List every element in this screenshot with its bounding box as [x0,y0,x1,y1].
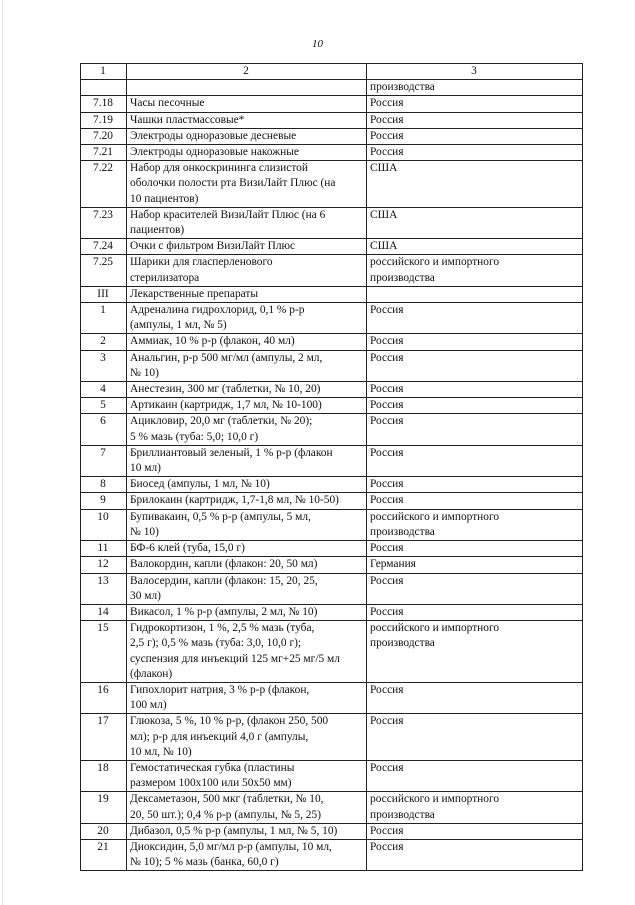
item-name-cell-text: Дибазол, 0,5 % р-р (ампулы, 1 мл, № 5, 10) [130,824,338,837]
table-row [81,96,583,112]
origin-cell [367,823,583,839]
origin-cell-text: Россия [370,113,404,126]
origin-cell [367,573,583,604]
item-name-cell-text: Артикаин (картридж, 1,7 мл, № 10-100) [130,399,322,412]
item-name-cell-text: Чашки пластмассовые* [130,113,245,126]
item-name-cell [127,760,367,791]
item-name-cell-text: Дексаметазон, 500 мкг (таблетки, № 10, 20, 50 шт.); 0,4 % р-р (ампулы, № 5, 25) [130,793,324,821]
origin-cell-text: Россия [370,383,404,396]
item-name-cell [127,445,367,476]
table-row [81,382,583,398]
origin-cell [367,541,583,557]
item-name-cell [127,493,367,509]
row-number-cell-text: 5 [100,399,106,412]
item-name-cell-text: БФ-6 клей (туба, 15,0 г) [130,542,245,555]
origin-cell-text: Россия [370,335,404,348]
row-number-cell [81,96,127,112]
origin-cell [367,509,583,540]
origin-cell-text: Россия [370,574,404,587]
row-number-cell-text: 7.19 [93,113,113,126]
item-name-cell-text: Валокордин, капли (флакон: 20, 50 мл) [130,558,318,571]
row-number-cell-text: 21 [97,840,109,853]
row-number-cell [81,207,127,238]
origin-cell-text: Россия [370,129,404,142]
item-name-cell [127,714,367,761]
item-name-cell-text: Лекарственные препараты [130,287,259,300]
row-number-cell [81,334,127,350]
item-name-cell [127,557,367,573]
origin-cell [367,621,583,683]
item-name-cell-text: Шарики для гласперленового стерилизатора [130,256,273,284]
table-row [81,398,583,414]
origin-cell [367,557,583,573]
item-name-cell-text: Набор для онкоскрининга слизистой оболочки полости рта ВизиЛайт Плюс (на 10 пациентов) [130,162,336,205]
row-number-cell-text: 19 [97,793,109,806]
row-number-cell [81,80,127,96]
origin-cell [367,239,583,255]
row-number-cell [81,477,127,493]
origin-cell-text: Россия [370,683,404,696]
item-name-cell [127,350,367,381]
table-row [81,839,583,870]
table-row [81,509,583,540]
item-name-cell-text: Биосед (ампулы, 1 мл, № 10) [130,478,270,491]
row-number-cell [81,286,127,302]
item-name-cell [127,414,367,445]
origin-cell [367,96,583,112]
item-name-cell [127,303,367,334]
row-number-cell [81,493,127,509]
row-number-cell [81,839,127,870]
table-row [81,714,583,761]
item-name-cell-text: Викасол, 1 % р-р (ампулы, 2 мл, № 10) [130,605,318,618]
row-number-cell-text: 3 [100,351,106,364]
item-name-cell [127,128,367,144]
row-number-cell-text: 7.25 [93,256,113,269]
table-row [81,604,583,620]
origin-cell-text: Россия [370,761,404,774]
item-name-cell-text: Набор красителей ВизиЛайт Плюс (на 6 пациентов) [130,208,326,237]
row-number-cell [81,604,127,620]
origin-cell [367,792,583,823]
origin-cell [367,414,583,445]
origin-cell-text: Россия [370,415,404,428]
row-number-cell-text: 6 [100,415,106,428]
table-row [81,303,583,334]
table-row [81,80,583,96]
origin-cell-text: Россия [370,446,404,459]
table-row [81,161,583,208]
origin-cell-text: США [370,162,398,175]
row-number-cell-text: 7 [100,446,106,459]
row-number-cell [81,398,127,414]
table-row [81,493,583,509]
row-number-cell-text: 17 [97,715,109,728]
origin-cell-text: Россия [370,494,404,507]
origin-cell-text: российского и импортного производства [370,256,500,284]
item-name-cell [127,792,367,823]
item-name-cell [127,334,367,350]
equipment-table [80,63,583,871]
table-row [81,792,583,823]
table-row [81,414,583,445]
origin-cell [367,112,583,128]
origin-cell [367,760,583,791]
row-number-cell [81,621,127,683]
row-number-cell-text: 10 [97,510,109,523]
origin-cell [367,604,583,620]
item-name-cell [127,398,367,414]
row-number-cell-text: 4 [100,383,106,396]
origin-cell [367,445,583,476]
page-number: 10 [312,38,323,50]
row-number-cell [81,382,127,398]
origin-cell [367,493,583,509]
item-name-cell [127,207,367,238]
row-number-cell [81,112,127,128]
row-number-cell-text: 11 [97,542,109,555]
row-number-cell-text: III [97,287,109,300]
row-number-cell [81,161,127,208]
origin-cell-text: Россия [370,304,404,317]
item-name-cell-text: Электроды одноразовые накожные [130,146,299,159]
item-name-cell-text: Анестезин, 300 мг (таблетки, № 10, 20) [130,383,321,396]
origin-cell-text: Германия [370,558,416,571]
row-number-cell [81,414,127,445]
scan-margin-line [2,0,3,905]
table-row [81,255,583,286]
item-name-cell [127,239,367,255]
origin-cell [367,128,583,144]
row-number-cell [81,792,127,823]
origin-cell-text: США [370,240,398,253]
origin-cell-text: российского и импортного производства [370,622,500,650]
origin-cell-text: российского и импортного производства [370,793,500,821]
row-number-cell-text: 7.20 [93,129,113,142]
item-name-cell [127,382,367,398]
header-col-1: 1 [81,64,127,80]
row-number-cell-text: 7.22 [93,162,113,175]
table-row [81,207,583,238]
table-row [81,477,583,493]
table-row [81,541,583,557]
item-name-cell [127,112,367,128]
item-name-cell [127,839,367,870]
item-name-cell-text: Глюкоза, 5 %, 10 % р-р, (флакон 250, 500 мл); р-р для инъекций 4,0 г (ампулы, 10 мл, № 10) [130,715,329,758]
table-row [81,350,583,381]
row-number-cell [81,350,127,381]
table-row [81,286,583,302]
row-number-cell-text: 16 [97,683,109,696]
item-name-cell [127,145,367,161]
table-row [81,557,583,573]
item-name-cell-text: Часы песочные [130,97,205,110]
row-number-cell-text: 18 [97,761,109,774]
item-name-cell-text: Электроды одноразовые десневые [130,129,297,142]
row-number-cell-text: 7.23 [93,208,113,221]
origin-cell-text: Россия [370,478,404,491]
row-number-cell-text: 14 [97,605,109,618]
item-name-cell [127,509,367,540]
origin-cell [367,398,583,414]
item-name-cell [127,286,367,302]
origin-cell [367,303,583,334]
origin-cell [367,255,583,286]
header-col-3: 3 [367,64,583,80]
row-number-cell-text: 7.21 [93,146,113,159]
table-row [81,445,583,476]
item-name-cell [127,573,367,604]
origin-cell-text: Россия [370,840,404,853]
row-number-cell-text: 13 [97,574,109,587]
row-number-cell-text: 9 [100,494,106,507]
table-row [81,682,583,713]
row-number-cell [81,760,127,791]
row-number-cell-text: 15 [97,622,109,635]
origin-cell [367,207,583,238]
item-name-cell [127,621,367,683]
item-name-cell-text: Бупивакаин, 0,5 % р-р (ампулы, 5 мл, № 10) [130,510,311,538]
table-row [81,573,583,604]
origin-cell-text: Россия [370,715,404,728]
item-name-cell [127,682,367,713]
item-name-cell-text: Гидрокортизон, 1 %, 2,5 % мазь (туба, 2,5 г); 0,5 % мазь (туба: 3,0, 10,0 г); суспензия для инъекций 125 мг+25 мг/5 мл (флакон) [130,622,340,680]
row-number-cell [81,445,127,476]
origin-cell [367,350,583,381]
table-row [81,621,583,683]
table-row [81,112,583,128]
origin-cell-text: Россия [370,542,404,555]
row-number-cell [81,509,127,540]
origin-cell [367,80,583,96]
table-row [81,145,583,161]
origin-cell-text: Россия [370,605,404,618]
item-name-cell [127,604,367,620]
origin-cell-text: Россия [370,399,404,412]
item-name-cell [127,823,367,839]
row-number-cell [81,823,127,839]
item-name-cell-text: Гипохлорит натрия, 3 % р-р (флакон, 100 мл) [130,683,310,712]
row-number-cell [81,714,127,761]
origin-cell [367,839,583,870]
row-number-cell [81,255,127,286]
item-name-cell-text: Адреналина гидрохлорид, 0,1 % р-р (ампулы, 1 мл, № 5) [130,304,305,332]
row-number-cell [81,682,127,713]
item-name-cell-text: Очки с фильтром ВизиЛайт Плюс [130,240,296,253]
table-row [81,128,583,144]
row-number-cell-text: 12 [97,558,109,571]
row-number-cell [81,303,127,334]
origin-cell [367,334,583,350]
table-row [81,760,583,791]
item-name-cell [127,255,367,286]
item-name-cell-text: Анальгин, р-р 500 мг/мл (ампулы, 2 мл, № 10) [130,351,323,379]
row-number-cell [81,239,127,255]
item-name-cell-text: Валосердин, капли (флакон: 15, 20, 25, 30 мл) [130,574,318,602]
origin-cell-text: российского и импортного производства [370,510,500,538]
origin-cell-text: производства [370,81,435,94]
row-number-cell [81,573,127,604]
origin-cell [367,714,583,761]
origin-cell-text: Россия [370,824,404,837]
origin-cell-text: Россия [370,351,404,364]
table-row [81,239,583,255]
row-number-cell [81,145,127,161]
origin-cell [367,382,583,398]
item-name-cell-text: Гемостатическая губка (пластины размером 100х100 или 50х50 мм) [130,761,295,790]
origin-cell [367,286,583,302]
table-row [81,823,583,839]
origin-cell-text: Россия [370,146,404,159]
origin-cell-text: Россия [370,97,404,110]
origin-cell-text: США [370,208,398,221]
item-name-cell-text: Диоксидин, 5,0 мг/мл р-р (ампулы, 10 мл, № 10); 5 % мазь (банка, 60,0 г) [130,840,332,869]
table-row [81,334,583,350]
row-number-cell [81,541,127,557]
item-name-cell [127,477,367,493]
row-number-cell-text: 20 [97,824,109,837]
item-name-cell-text: Ацикловир, 20,0 мг (таблетки, № 20); 5 % мазь (туба: 5,0; 10,0 г) [130,415,313,443]
item-name-cell-text: Бриллиантовый зеленый, 1 % р-р (флакон 10 мл) [130,446,333,475]
origin-cell [367,161,583,208]
row-number-cell-text: 7.24 [93,240,113,253]
item-name-cell-text: Аммиак, 10 % р-р (флакон, 40 мл) [130,335,295,348]
row-number-cell-text: 1 [100,304,106,317]
item-name-cell [127,80,367,96]
row-number-cell-text: 8 [100,478,106,491]
table-header-row [81,64,583,80]
row-number-cell-text: 2 [100,335,106,348]
origin-cell [367,682,583,713]
origin-cell [367,145,583,161]
row-number-cell [81,128,127,144]
origin-cell [367,477,583,493]
row-number-cell-text: 7.18 [93,97,113,110]
header-col-2: 2 [127,64,367,80]
item-name-cell [127,96,367,112]
item-name-cell [127,541,367,557]
row-number-cell [81,557,127,573]
item-name-cell [127,161,367,208]
item-name-cell-text: Брилокаин (картридж, 1,7-1,8 мл, № 10-50) [130,494,339,507]
